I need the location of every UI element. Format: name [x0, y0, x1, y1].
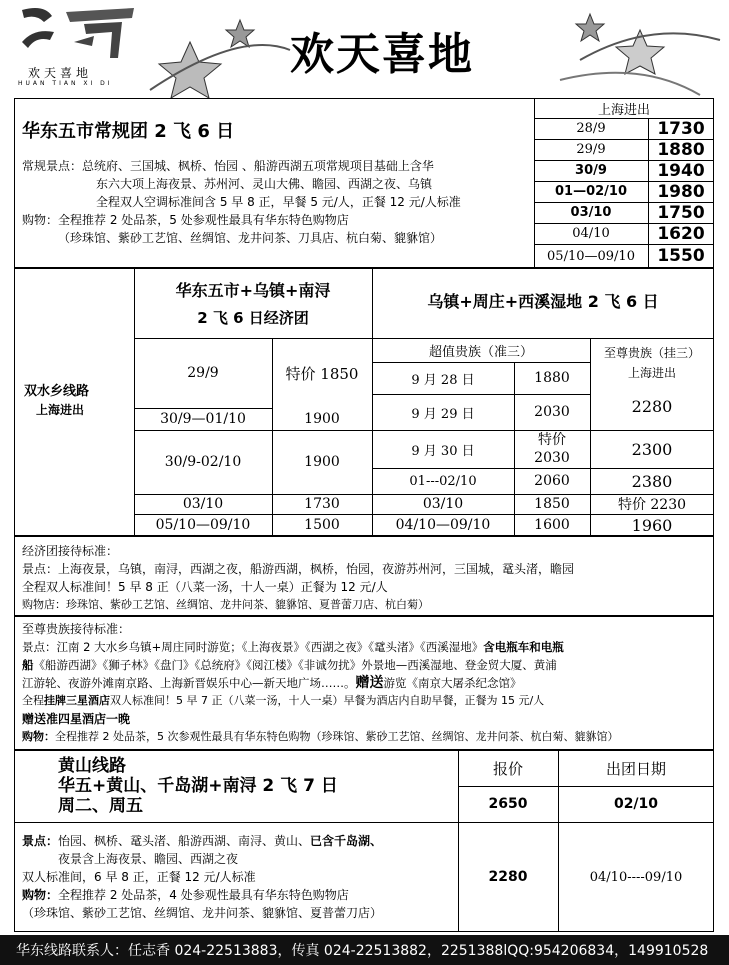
- eco-price: 1500: [304, 517, 340, 533]
- huangshan-line: 夜景含上海夜景、瞻园、西湖之夜: [58, 852, 239, 866]
- premium-price: 1960: [631, 515, 673, 535]
- logo-subtext: HUAN TIAN XI DI: [18, 80, 113, 87]
- premium-line-text: 《船游西湖》《狮子林》《盘门》《总统府》《阅江楼》《非诚勿扰》外景地—西溪湿地、登金贸大厦、黄浦: [33, 658, 557, 672]
- premium-line-highlight: 赠送准四星酒店一晚: [22, 712, 131, 726]
- eco-date: 29/9: [187, 365, 219, 381]
- section1-line: 全程双人空调标准间含 5 早 8 正，早餐 5 元/人，正餐 12 元/人标准: [96, 195, 461, 209]
- date-column-header: 出团日期: [605, 759, 666, 778]
- huangshan-date: 02/10: [613, 796, 659, 812]
- section1-line: 东六大项上海夜景、苏州河、灵山大佛、瞻园、西湖之夜、乌镇: [96, 177, 433, 191]
- huangshan-days: 周二、周五: [58, 796, 143, 816]
- huangshan-title: 黄山线路: [58, 756, 126, 776]
- tier-premium-label: 至尊贵族（挂三）: [603, 345, 700, 360]
- section1-line: 购物：全程推荐 2 处品茶，5 处参观性最具有华东特色购物店: [22, 213, 349, 227]
- col2-title: 乌镇+周庄+西溪湿地 2 飞 6 日: [427, 291, 659, 311]
- std-date: 9 月 28 日: [411, 372, 475, 388]
- huangshan-line-label: 购物：: [22, 888, 59, 902]
- huangshan-line: [22, 832, 382, 850]
- eco-date: 30/9—01/10: [160, 411, 246, 427]
- price-date: 04/10: [572, 226, 610, 241]
- premium-line-text: 全程推荐 2 处品茶，5 次参观性最具有华东特色购物（珍珠馆、紫砂工艺馆、丝绸馆、龙井问茶、杭白菊、貔貅馆）: [55, 730, 619, 743]
- tier-standard-label: 超值贵族（准三）: [428, 344, 533, 360]
- premium-line: [22, 728, 618, 746]
- route-title: 双水乡线路: [24, 384, 90, 399]
- price-value: 1940: [657, 160, 705, 181]
- eco-price: 1900: [304, 454, 340, 470]
- price-table-header: 上海进出: [597, 102, 650, 118]
- std-date: 9 月 30 日: [411, 443, 475, 459]
- price-value: 1550: [657, 246, 705, 266]
- huangshan-line: （珍珠馆、紫砂工艺馆、丝绸馆、龙井问茶、貔貅馆、夏普蕾刀店）: [22, 906, 383, 920]
- eco-price: 1900: [304, 411, 340, 427]
- premium-line: [22, 692, 544, 710]
- huangshan-price: 2650: [488, 796, 528, 812]
- price-date: 30/9: [575, 163, 607, 178]
- price-value: 1750: [657, 202, 705, 223]
- huangshan-line-highlight: 已含千岛湖、: [310, 834, 383, 848]
- price-value: 1730: [657, 118, 705, 139]
- economy-heading: 经济团接待标准：: [22, 544, 119, 558]
- premium-line-text: 游览《南京大屠杀纪念馆》: [383, 676, 522, 690]
- eco-date: 03/10: [182, 496, 224, 512]
- eco-price: 1730: [304, 496, 340, 512]
- contact-footer: 华东线路联系人：任志香 024-22513883，传真 024-22513882，2251388lQQ:954206834，149910528: [0, 935, 729, 965]
- price-date: 28/9: [576, 121, 606, 136]
- logo-text: 欢天喜地: [28, 66, 93, 80]
- premium-line: [22, 638, 564, 656]
- section1-line: 常规景点：总统府、三国城、枫桥、怡园 、船游西湖五项常规项目基础上含华: [22, 159, 434, 173]
- std-date: 04/10—09/10: [395, 517, 491, 533]
- economy-line: 购物店：珍珠馆、紫砂工艺馆、丝绸馆、龙井问茶、貔貅馆、夏普蕾刀店、杭白菊）: [22, 598, 429, 611]
- route-subtitle: 上海进出: [36, 403, 85, 417]
- price-date: 01—02/10: [554, 184, 628, 199]
- premium-line-text: 江游轮、夜游外滩南京路、上海新晋娱乐中心—新天地广场……。: [22, 676, 356, 690]
- col1-title: 华东五市+乌镇+南浔: [175, 280, 331, 300]
- premium-line-highlight: 购物：: [22, 730, 55, 743]
- std-date: 03/10: [422, 496, 464, 512]
- price-date: 05/10—09/10: [547, 248, 635, 264]
- premium-heading: 至尊贵族接待标准：: [22, 622, 131, 636]
- page-header: [0, 0, 729, 98]
- col1-subtitle: 2 飞 6 日经济团: [197, 308, 309, 327]
- huangshan-line: [22, 886, 349, 904]
- premium-line: [22, 674, 522, 692]
- huangshan-line: 双人标准间，6 早 8 正，正餐 12 元/人标准: [22, 870, 256, 884]
- eco-price: 特价 1850: [285, 364, 359, 383]
- std-price: 1880: [534, 370, 570, 386]
- section1-line: （珍珠馆、紫砂工艺馆、丝绸馆、龙井问茶、刀具店、杭白菊、貔貅馆）: [58, 231, 443, 245]
- eco-date: 30/9-02/10: [164, 454, 242, 470]
- std-date: 9 月 29 日: [411, 406, 475, 422]
- huangshan-price: 2280: [488, 869, 528, 885]
- premium-price: 2300: [631, 439, 673, 459]
- price-date: 03/10: [570, 205, 612, 220]
- price-value: 1880: [657, 139, 705, 160]
- premium-price: 特价 2230: [617, 497, 687, 513]
- section1-title: 华东五市常规团 2 飞 6 日: [22, 121, 235, 142]
- economy-line: 全程双人标准间！5 早 8 正（八菜一汤，十人一桌）正餐为 12 元/人: [22, 580, 388, 594]
- std-price: 1850: [534, 496, 570, 512]
- price-value: 1980: [657, 181, 705, 202]
- economy-line: 景点：上海夜景，乌镇，南浔，西湖之夜，船游西湖，枫桥，怡园，夜游苏州河，三国城，鼋头渚，瞻园: [22, 562, 575, 576]
- eco-date: 05/10—09/10: [155, 517, 251, 533]
- huangshan-line-text: 全程推荐 2 处品茶，4 处参观性最具有华东特色购物店: [58, 888, 349, 902]
- premium-line-highlight: 赠送: [355, 675, 384, 691]
- tier-premium-sub: 上海进出: [627, 365, 676, 380]
- price-date: 29/9: [576, 142, 606, 157]
- huangshan-route: 华五+黄山、千岛湖+南浔 2 飞 7 日: [58, 776, 338, 796]
- huangshan-line-label: 景点：: [22, 834, 59, 848]
- premium-line-text: 全程: [22, 694, 44, 707]
- huangshan-line-text: 怡园、枫桥、鼋头渚、船游西湖、南浔、黄山、: [58, 834, 311, 848]
- premium-price: 2380: [631, 471, 673, 491]
- std-price-label: 特价: [538, 432, 566, 448]
- premium-price: 2280: [631, 396, 673, 416]
- premium-line-highlight: 船: [22, 658, 34, 672]
- premium-line: [22, 656, 557, 674]
- std-price: 2060: [534, 473, 570, 489]
- std-date: 01---02/10: [409, 473, 477, 489]
- std-price: 1600: [534, 517, 570, 533]
- premium-line-text: 景点：江南 2 大水乡乌镇+周庄同时游览；《上海夜景》《西湖之夜》《鼋头渚》《西溪湿地》: [22, 640, 484, 654]
- huangshan-date: 04/10----09/10: [589, 869, 683, 885]
- premium-line-highlight: 含电瓶车和电瓶: [483, 640, 564, 654]
- premium-line-highlight: 挂牌三星酒店: [44, 694, 110, 707]
- std-price: 2030: [534, 450, 570, 466]
- price-value: 1620: [657, 223, 705, 244]
- page-title: 欢天喜地: [290, 29, 474, 80]
- price-column-header: 报价: [492, 759, 523, 778]
- premium-line-text: 双人标准间！5 早 7 正（八菜一汤，十人一桌）早餐为酒店内自助早餐，正餐为 15 元/人: [110, 694, 545, 707]
- std-price: 2030: [534, 404, 570, 420]
